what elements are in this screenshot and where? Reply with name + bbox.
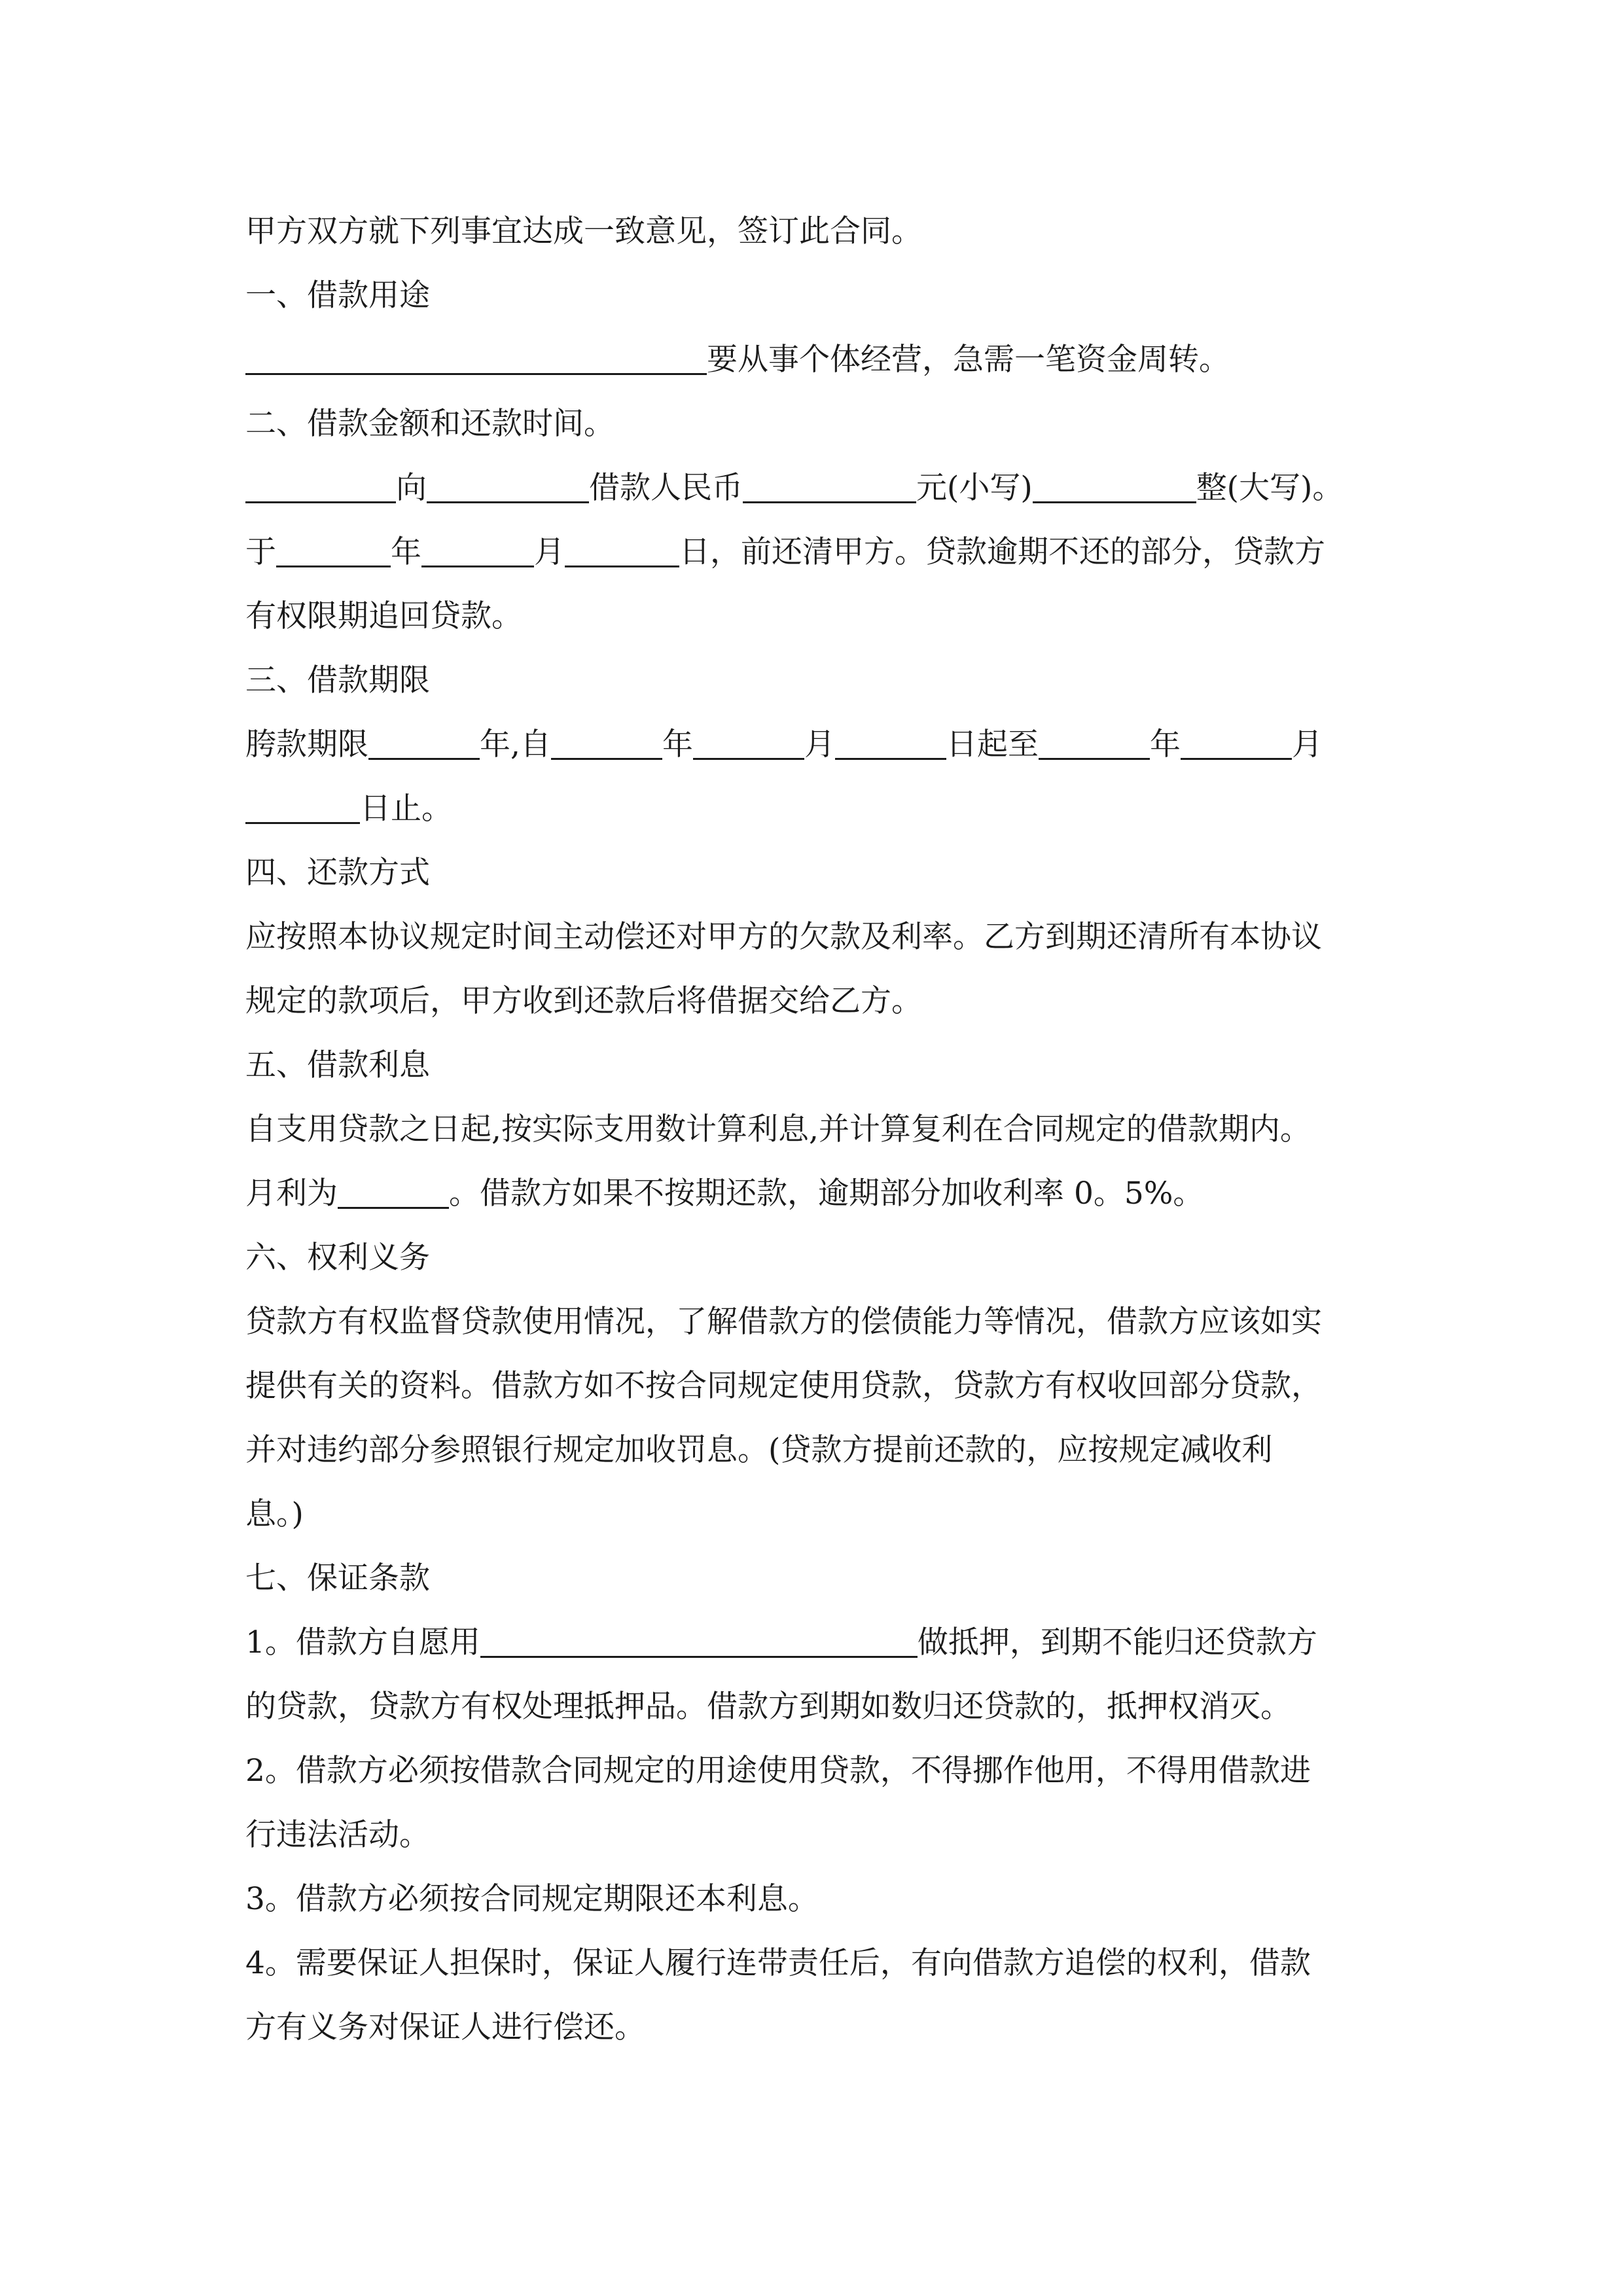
section-4-title: 四、还款方式 (245, 855, 430, 891)
blank-field (1033, 462, 1196, 503)
section-5-title: 五、借款利息 (245, 1047, 430, 1083)
blank-field (693, 719, 804, 760)
blank-field (835, 719, 946, 760)
blank-field (565, 526, 679, 567)
section-6-line-3: 并对违约部分参照银行规定加收罚息。(贷款方提前还款的，应按规定减收利 (245, 1432, 1273, 1468)
section-7-item-3: 3。借款方必须按合同规定期限还本利息。 (245, 1881, 819, 1917)
section-7-item-4: 4。需要保证人担保时，保证人履行连带责任后，有向借款方追偿的权利，借款 (245, 1945, 1311, 1981)
section-2-line-3: 有权限期追回贷款。 (245, 598, 522, 634)
blank-field (551, 719, 662, 760)
contract-body (245, 200, 1397, 2060)
section-7-item-1-cont: 的贷款，贷款方有权处理抵押品。借款方到期如数归还贷款的，抵押权消灭。 (245, 1689, 1291, 1725)
blank-field (276, 526, 391, 567)
blank-field (245, 783, 360, 824)
section-3-title: 三、借款期限 (245, 662, 430, 698)
section-3-line-1: 胯款期限 年,自 年 月 日起至 年 月 (245, 713, 1397, 777)
section-6-title: 六、权利义务 (245, 1240, 430, 1276)
section-7-item-1: 1。借款方自愿用 做抵押，到期不能归还贷款方 (245, 1611, 1397, 1675)
blank-field (1181, 719, 1292, 760)
section-5-line-2: 月利为 。借款方如果不按期还款，逾期部分加收利率 0。5%。 (245, 1162, 1397, 1226)
section-7-item-2-cont: 行违法活动。 (245, 1817, 430, 1853)
blank-field (743, 462, 916, 503)
section-7-title: 七、保证条款 (245, 1560, 430, 1596)
section-7-item-4-cont: 方有义务对保证人进行偿还。 (245, 2009, 645, 2045)
blank-field (245, 462, 396, 503)
blank-field (368, 719, 480, 760)
section-1-title: 一、借款用途 (245, 278, 430, 314)
blank-field (421, 526, 534, 567)
blank-field (338, 1168, 449, 1209)
section-1-text: 要从事个体经营，急需一笔资金周转。 (245, 328, 1397, 392)
section-6-line-1: 贷款方有权监督贷款使用情况，了解借款方的偿债能力等情况，借款方应该如实 (245, 1304, 1322, 1340)
blank-field (427, 462, 589, 503)
section-4-line-2: 规定的款项后，甲方收到还款后将借据交给乙方。 (245, 983, 922, 1019)
blank-field (480, 1617, 918, 1658)
intro-line: 甲方双方就下列事宜达成一致意见，签订此合同。 (245, 213, 922, 249)
section-6-line-4: 息。) (245, 1496, 304, 1532)
blank-field (1039, 719, 1150, 760)
section-5-line-1: 自支用贷款之日起,按实际支用数计算利息,并计算复利在合同规定的借款期内。 (245, 1111, 1311, 1147)
section-2-line-1: 向 借款人民币 元(小写) 整(大写)。 (245, 456, 1397, 520)
section-3-line-2: 日止。 (245, 777, 1397, 841)
section-2-line-2: 于 年 月 日，前还清甲方。贷款逾期不还的部分，贷款方 (245, 520, 1397, 584)
section-7-item-2: 2。借款方必须按借款合同规定的用途使用贷款，不得挪作他用，不得用借款进 (245, 1753, 1311, 1789)
blank-field (245, 334, 707, 375)
section-2-title: 二、借款金额和还款时间。 (245, 406, 615, 442)
section-4-line-1: 应按照本协议规定时间主动偿还对甲方的欠款及利率。乙方到期还清所有本协议 (245, 919, 1322, 955)
section-6-line-2: 提供有关的资料。借款方如不按合同规定使用贷款，贷款方有权收回部分贷款， (245, 1368, 1322, 1404)
